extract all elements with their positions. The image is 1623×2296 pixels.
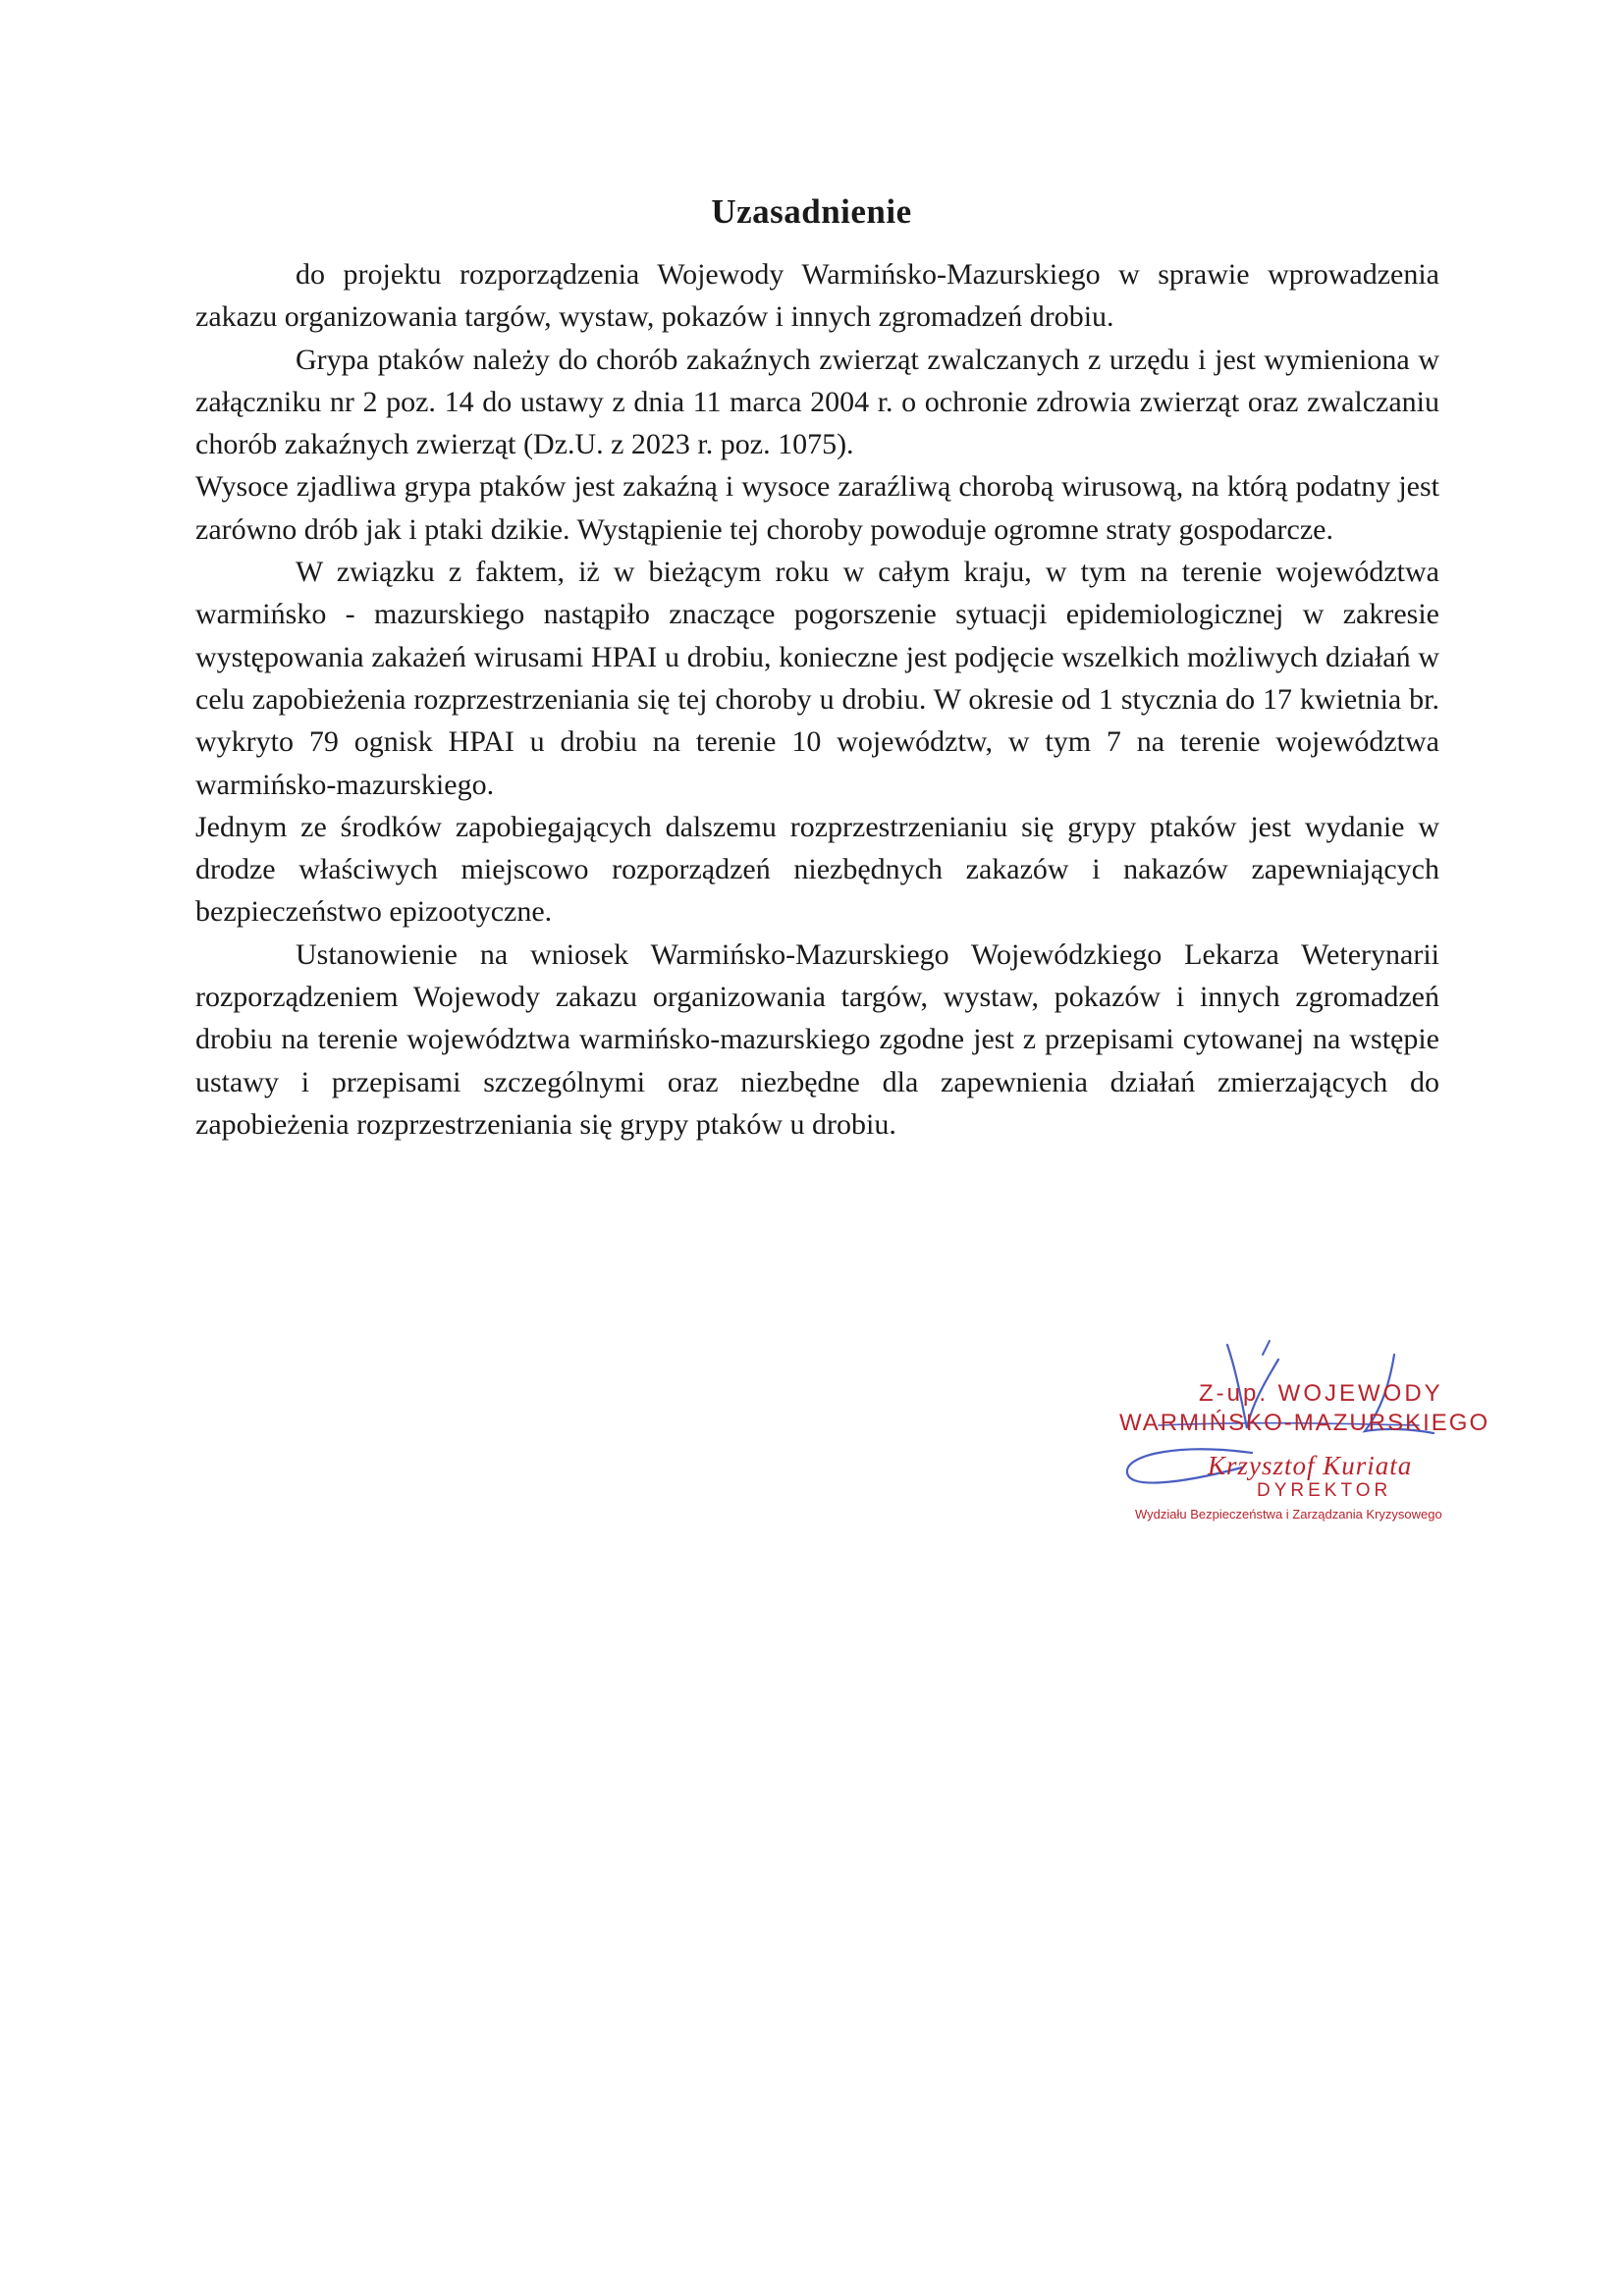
paragraph-conclusion: Ustanowienie na wniosek Warmińsko-Mazurskiego Wojewódzkiego Lekarza Weterynarii rozporządzeniem Wojewody zakazu organizowania targów, wystaw, pokazów i innych zgromadzeń drobiu na terenie województwa warmińsko-mazurskiego zgodne jest z przepisami cytowanej na wstępie ustawy i przepisami szczególnymi oraz niezbędne dla zapewnienia działań zmierzających do zapobieżenia rozprzestrzeniania się grypy ptaków u drobiu. <box>195 937 1439 1141</box>
official-stamp <box>1070 1335 1522 1531</box>
stamp-line-name: Krzysztof Kuriata <box>1208 1451 1413 1480</box>
paragraph-legal-basis: Grypa ptaków należy do chorób zakaźnych zwierząt zwalczanych z urzędu i jest wymieniona w załączniku nr 2 poz. 14 do ustawy z dnia 11 marca 2004 r. o ochronie zdrowia zwierząt oraz zwalczaniu chorób zakaźnych zwierząt (Dz.U. z 2023 r. poz. 1075). <box>195 343 1439 461</box>
stamp-line-deputy: Z-up. WOJEWODY <box>1199 1380 1443 1407</box>
paragraph-disease-description: Wysoce zjadliwa grypa ptaków jest zakaźną i wysoce zaraźliwą chorobą wirusową, na którą podatny jest zarówno drób jak i ptaki dzikie. Wystąpienie tej choroby powoduje ogromne straty gospodarcze. <box>195 470 1439 546</box>
stamp-line-voivodeship: WARMIŃSKO-MAZURSKIEGO <box>1119 1410 1490 1436</box>
paragraph-preventive-measures: Jednym ze środków zapobiegających dalszemu rozprzestrzenianiu się grypy ptaków jest wydanie w drodze właściwych miejscowo rozporządzeń niezbędnych zakazów i nakazów zapewniających bezpieczeństwo epizootyczne. <box>195 810 1439 929</box>
document-title: Uzasadnienie <box>711 192 912 231</box>
document-body <box>195 253 1439 1146</box>
paragraph-epidemiological-situation: W związku z faktem, iż w bieżącym roku w całym kraju, w tym na terenie województwa warmińsko - mazurskiego nastąpiło znaczące pogorszenie sytuacji epidemiologicznej w zakresie występowania zakażeń wirusami HPAI u drobiu, konieczne jest podjęcie wszelkich możliwych działań w celu zapobieżenia rozprzestrzeniania się tej choroby u drobiu. W okresie od 1 stycznia do 17 kwietnia br. wykryto 79 ognisk HPAI u drobiu na terenie 10 województw, w tym 7 na terenie województwa warmińsko-mazurskiego. <box>195 556 1439 801</box>
stamp-line-position: DYREKTOR <box>1257 1480 1392 1501</box>
paragraph-intro: do projektu rozporządzenia Wojewody Warmińsko-Mazurskiego w sprawie wprowadzenia zakazu organizowania targów, wystaw, pokazów i innych zgromadzeń drobiu. <box>195 258 1439 334</box>
stamp-line-department: Wydziału Bezpieczeństwa i Zarządzania Kryzysowego <box>1135 1507 1442 1522</box>
